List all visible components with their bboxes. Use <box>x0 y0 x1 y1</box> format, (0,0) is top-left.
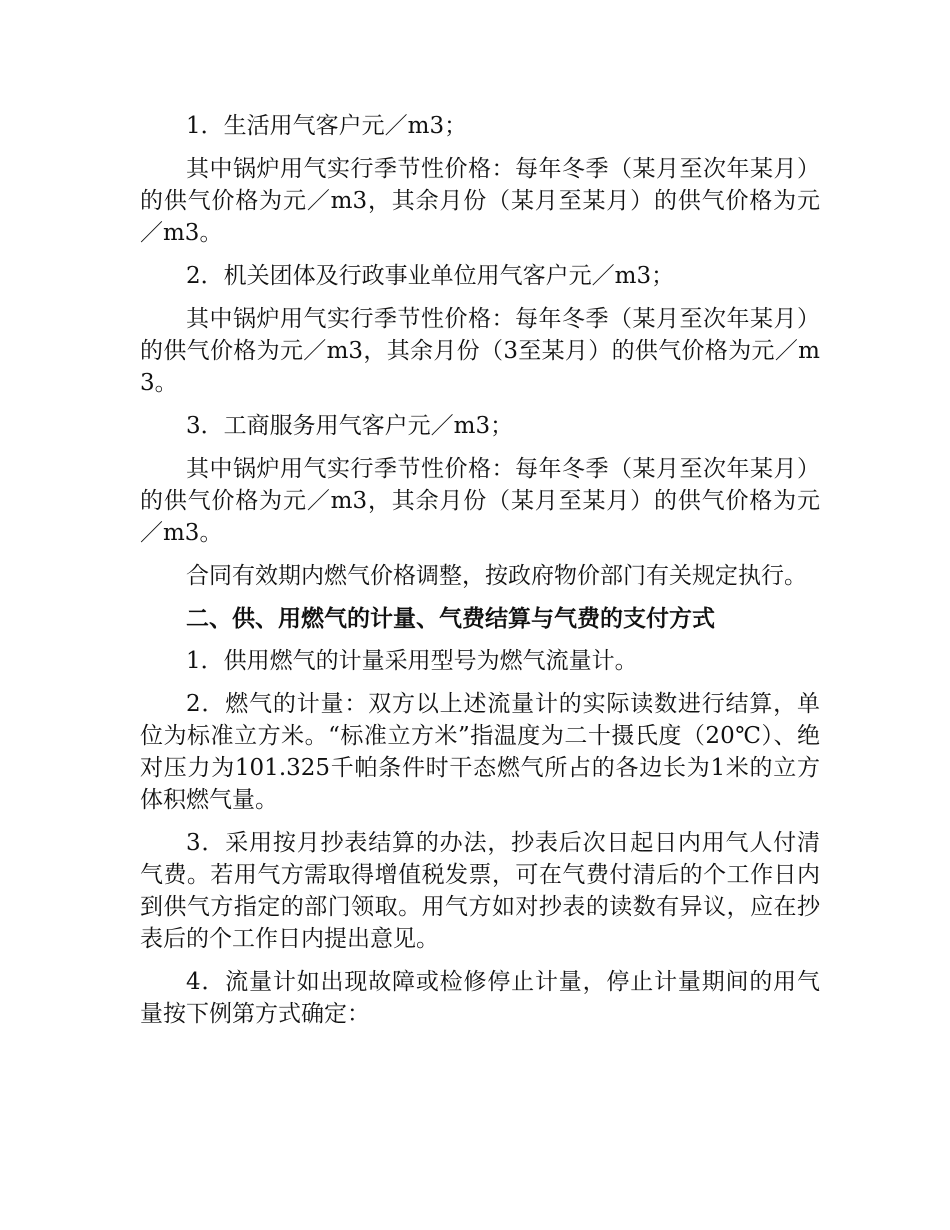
paragraph-institution-seasonal: 其中锅炉用气实行季节性价格：每年冬季（某月至次年某月）的供气价格为元／m3，其余月份（3至某月）的供气价格为元／m3。 <box>140 306 820 396</box>
paragraph-residential-price: 1．生活用气客户元／m3； <box>186 113 468 139</box>
paragraph-metering-unit: 2．燃气的计量：双方以上述流量计的实际读数进行结算，单位为标准立方米。“标准立方米”指温度为二十摄氏度（20℃）、绝对压力为101.325千帕条件时干态燃气所占的各边长为1米的立方体积燃气量。 <box>140 691 820 813</box>
paragraph-meter-failure: 4．流量计如出现故障或检修停止计量，停止计量期间的用气量按下例第方式确定： <box>140 969 820 1027</box>
paragraph-metering-device: 1．供用燃气的计量采用型号为燃气流量计。 <box>186 648 638 674</box>
paragraph-billing: 3．采用按月抄表结算的办法，抄表后次日起日内用气人付清气费。若用气方需取得增值税发票，可在气费付清后的个工作日内到供气方指定的部门领取。用气方如对抄表的读数有异议，应在抄表后的个工作日内提出意见。 <box>140 830 820 952</box>
paragraph-commercial-price: 3．工商服务用气客户元／m3； <box>186 413 514 439</box>
paragraph-price-adjustment: 合同有效期内燃气价格调整，按政府物价部门有关规定执行。 <box>186 563 807 589</box>
paragraph-residential-seasonal: 其中锅炉用气实行季节性价格：每年冬季（某月至次年某月）的供气价格为元／m3，其余月份（某月至某月）的供气价格为元／m3。 <box>140 156 820 246</box>
paragraph-institution-price: 2．机关团体及行政事业单位用气客户元／m3； <box>186 263 675 289</box>
document-body <box>140 110 820 1041</box>
paragraph-commercial-seasonal: 其中锅炉用气实行季节性价格：每年冬季（某月至次年某月）的供气价格为元／m3，其余月份（某月至某月）的供气价格为元／m3。 <box>140 456 820 546</box>
section-heading: 二、供、用燃气的计量、气费结算与气费的支付方式 <box>186 606 715 632</box>
